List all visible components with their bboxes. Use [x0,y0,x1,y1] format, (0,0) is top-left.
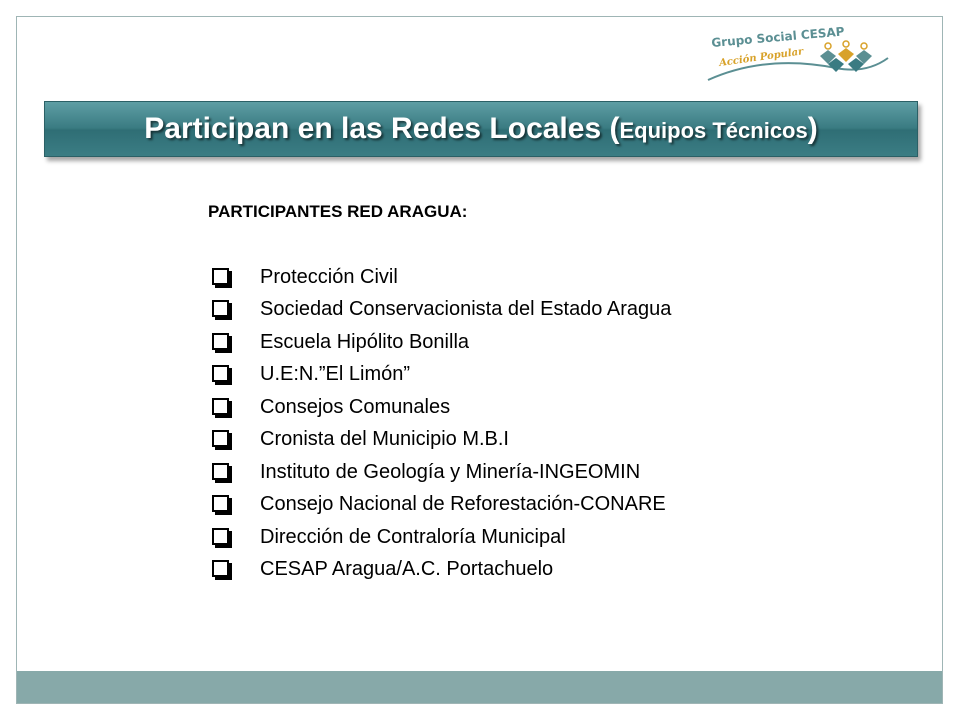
list-item [212,261,671,294]
list-item-text: Instituto de Geología y Minería-INGEOMIN [260,460,641,483]
list-heading: PARTICIPANTES RED ARAGUA: [208,202,468,221]
cesap-logo [706,24,892,86]
list-item-text: Consejo Nacional de Reforestación-CONARE [260,493,666,516]
checkbox-icon [212,430,229,447]
list-item [212,326,671,359]
list-item-text: U.E:N.”El Limón” [260,363,411,386]
list-item-text: Escuela Hipólito Bonilla [260,330,470,353]
logo-figures-icon [816,38,876,78]
checkbox-icon [212,333,229,350]
list-item [212,424,671,457]
checkbox-icon [212,268,229,285]
list-item-text: CESAP Aragua/A.C. Portachuelo [260,558,554,581]
logo-sub-text: Acción Popular [718,46,805,69]
title-bar [44,101,918,157]
title-close: ) [807,112,818,145]
list-item-text: Protección Civil [260,265,398,288]
bottom-band [17,671,942,703]
list-item [212,489,671,522]
checkbox-icon [212,398,229,415]
checkbox-icon [212,300,229,317]
list-item [212,359,671,392]
list-item [212,391,671,424]
participants-list [212,261,671,586]
list-item-text: Sociedad Conservacionista del Estado Aragua [260,298,672,321]
list-item-text: Dirección de Contraloría Municipal [260,525,566,548]
list-item-text: Consejos Comunales [260,395,451,418]
logo-main-text: Grupo Social CESAP [710,24,846,50]
slide-title [144,112,817,146]
title-small: Equipos Técnicos [619,118,808,143]
checkbox-icon [212,560,229,577]
list-item [212,521,671,554]
list-item [212,294,671,327]
list-item [212,554,671,587]
list-item-text: Cronista del Municipio M.B.I [260,428,509,451]
checkbox-icon [212,365,229,382]
list-item [212,456,671,489]
title-main: Participan en las Redes Locales ( [144,112,620,145]
checkbox-icon [212,463,229,480]
checkbox-icon [212,495,229,512]
checkbox-icon [212,528,229,545]
